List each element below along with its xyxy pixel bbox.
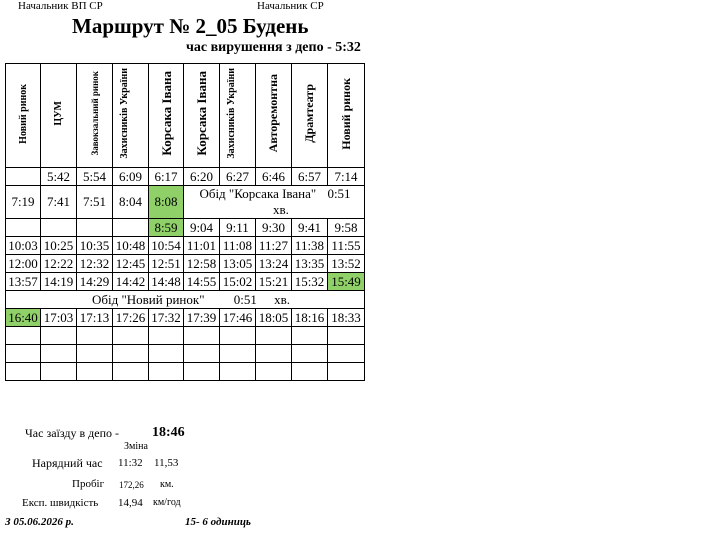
stop-header <box>149 64 184 168</box>
stop-header <box>328 64 365 168</box>
time-cell: 9:41 <box>292 219 328 237</box>
time-cell: 10:35 <box>77 237 113 255</box>
stop-header <box>6 64 41 168</box>
lunch-label: Обід "Корсака Івана" <box>199 186 317 201</box>
time-cell: 12:58 <box>184 255 220 273</box>
time-cell: 7:51 <box>77 186 113 219</box>
time-cell <box>77 219 113 237</box>
mileage-value: 172,26 <box>119 480 144 490</box>
chief-label: Начальник СР <box>257 0 324 12</box>
time-cell: 17:39 <box>184 309 220 327</box>
trip-row <box>6 186 365 219</box>
stop-name: Корсака Івана <box>158 71 174 156</box>
page-title: Маршрут № 2_05 Будень <box>72 14 309 38</box>
time-cell: 14:48 <box>149 273 184 291</box>
lunch-note-korsaka <box>184 186 365 219</box>
lunch-label: Обід "Новий ринок" <box>91 291 205 307</box>
time-cell: 11:08 <box>220 237 256 255</box>
stop-header <box>256 64 292 168</box>
lunch-note-novyi-rynok <box>6 291 365 309</box>
time-cell: 6:09 <box>113 168 149 186</box>
mileage-unit: км. <box>160 479 174 490</box>
empty-row <box>6 345 365 363</box>
time-cell: 11:27 <box>256 237 292 255</box>
time-cell: 13:05 <box>220 255 256 273</box>
time-cell: 17:46 <box>220 309 256 327</box>
speed-value: 14,94 <box>118 497 143 509</box>
time-cell: 6:46 <box>256 168 292 186</box>
time-cell: 7:14 <box>328 168 365 186</box>
departure-line <box>186 40 361 56</box>
lunch-unit: хв. <box>274 291 291 307</box>
units-count: 15- 6 одиниць <box>185 516 251 528</box>
time-cell: 17:13 <box>77 309 113 327</box>
time-cell: 11:55 <box>328 237 365 255</box>
departure-label: час вирушення з депо - <box>186 40 332 55</box>
stop-name: Захисників України <box>225 68 237 159</box>
trip-row <box>6 309 365 327</box>
departure-time: 5:32 <box>335 40 361 55</box>
time-cell: 14:29 <box>77 273 113 291</box>
stop-name: Захисників України <box>118 68 130 159</box>
time-cell: 15:21 <box>256 273 292 291</box>
time-cell: 6:27 <box>220 168 256 186</box>
time-cell: 12:22 <box>41 255 77 273</box>
stop-header <box>220 64 256 168</box>
time-cell: 10:54 <box>149 237 184 255</box>
time-cell-highlighted: 16:40 <box>6 309 41 327</box>
speed-label: Експ. швидкість <box>22 497 99 509</box>
trip-row <box>6 237 365 255</box>
time-cell: 17:03 <box>41 309 77 327</box>
stop-header <box>41 64 77 168</box>
mileage-label: Пробіг <box>72 478 105 490</box>
stops-header-row <box>6 64 365 168</box>
time-cell: 14:42 <box>113 273 149 291</box>
trip-row <box>6 168 365 186</box>
time-cell: 12:45 <box>113 255 149 273</box>
time-cell: 10:25 <box>41 237 77 255</box>
depot-return-label: Час заїзду в депо - <box>25 426 119 440</box>
stop-header <box>292 64 328 168</box>
time-cell: 18:05 <box>256 309 292 327</box>
trip-row <box>6 255 365 273</box>
time-cell: 18:33 <box>328 309 365 327</box>
lunch-row <box>6 291 365 309</box>
time-cell <box>113 219 149 237</box>
time-cell: 12:51 <box>149 255 184 273</box>
time-cell: 9:04 <box>184 219 220 237</box>
time-cell: 17:26 <box>113 309 149 327</box>
time-cell <box>41 219 77 237</box>
stop-name: Новий ринок <box>338 77 353 150</box>
time-cell: 12:00 <box>6 255 41 273</box>
lunch-duration: 0:51 <box>327 186 351 201</box>
stop-name: Корсака Івана <box>194 71 209 156</box>
empty-row <box>6 327 365 345</box>
time-cell: 13:24 <box>256 255 292 273</box>
time-cell: 6:20 <box>184 168 220 186</box>
time-cell <box>6 168 41 186</box>
time-cell: 7:19 <box>6 186 41 219</box>
stop-header <box>184 64 220 168</box>
time-cell: 5:54 <box>77 168 113 186</box>
trip-row <box>6 273 365 291</box>
time-cell-highlighted: 15:49 <box>328 273 365 291</box>
time-cell <box>6 219 41 237</box>
work-time-label: Нарядний час <box>32 456 103 470</box>
time-cell: 9:11 <box>220 219 256 237</box>
time-cell: 14:19 <box>41 273 77 291</box>
depot-return-time: 18:46 <box>152 425 185 440</box>
time-cell: 13:35 <box>292 255 328 273</box>
shift-label: Зміна <box>124 441 148 452</box>
validity-date: З 05.06.2026 р. <box>5 516 74 528</box>
lunch-duration: 0:51 <box>233 291 257 307</box>
stop-header <box>113 64 149 168</box>
schedule-table <box>5 63 365 381</box>
trip-row <box>6 219 365 237</box>
time-cell: 11:38 <box>292 237 328 255</box>
time-cell: 11:01 <box>184 237 220 255</box>
work-time-1: 11:32 <box>118 457 143 469</box>
time-cell: 6:17 <box>149 168 184 186</box>
stop-name: ЦУМ <box>53 101 64 126</box>
speed-unit: км/год <box>153 497 181 508</box>
time-cell: 10:03 <box>6 237 41 255</box>
time-cell-highlighted: 8:59 <box>149 219 184 237</box>
stop-name: Новий ринок <box>17 83 29 144</box>
time-cell: 8:04 <box>113 186 149 219</box>
time-cell: 15:32 <box>292 273 328 291</box>
stop-header <box>77 64 113 168</box>
time-cell: 5:42 <box>41 168 77 186</box>
stop-name: Драмтеатр <box>302 84 316 143</box>
time-cell: 12:32 <box>77 255 113 273</box>
empty-row <box>6 363 365 381</box>
stop-name: Завокзальний ринок <box>89 71 100 156</box>
stop-name: Авторемонтна <box>266 74 280 153</box>
time-cell: 7:41 <box>41 186 77 219</box>
time-cell: 9:58 <box>328 219 365 237</box>
time-cell-highlighted: 8:08 <box>149 186 184 219</box>
time-cell: 17:32 <box>149 309 184 327</box>
time-cell: 6:57 <box>292 168 328 186</box>
time-cell: 18:16 <box>292 309 328 327</box>
lunch-unit: хв. <box>273 202 289 217</box>
time-cell: 13:52 <box>328 255 365 273</box>
chief-vp-label: Начальник ВП СР <box>18 0 103 12</box>
time-cell: 13:57 <box>6 273 41 291</box>
time-cell: 9:30 <box>256 219 292 237</box>
time-cell: 15:02 <box>220 273 256 291</box>
work-time-2: 11,53 <box>154 457 179 469</box>
time-cell: 14:55 <box>184 273 220 291</box>
time-cell: 10:48 <box>113 237 149 255</box>
